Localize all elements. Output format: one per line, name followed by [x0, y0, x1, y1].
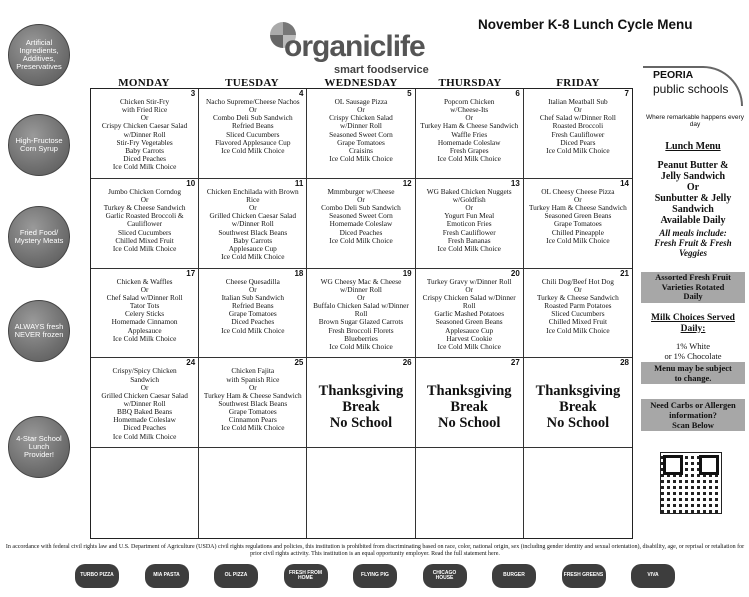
menu-item: Roasted Broccoli — [552, 121, 604, 131]
menu-item: Grilled Chicken Caesar Salad — [101, 390, 188, 400]
menu-item: Refried Beans — [232, 121, 274, 131]
menu-item: Combo Deli Sub Sandwich — [321, 203, 401, 213]
milk-options — [641, 342, 745, 361]
footer-brand-logos — [75, 560, 675, 592]
brand-logo: VIVA — [631, 564, 675, 588]
menu-item: Or — [357, 194, 365, 204]
menu-item: Mmmburger w/Cheese — [327, 186, 395, 196]
day-number: 14 — [620, 178, 629, 188]
sidebar-line: or 1% Chocolate — [664, 350, 722, 361]
civil-rights-disclaimer: In accordance with federal civil rights law and U.S. Department of Agriculture (USDA) civil rights regulations and policies, this institution is prohibited from discriminating based on race, color, national origin, sex (including gender identity and sexual orientation), disability, age, or reprisal or retaliation for prior civil rights activity. This institution is an equal opportunity employer. Read the full statement here. — [5, 544, 745, 557]
menu-item: Celery Sticks — [125, 309, 165, 319]
badge-four-star: 4-Star School Lunch Provider! — [8, 416, 70, 478]
menu-items — [309, 188, 412, 245]
menu-item: Roll — [462, 301, 476, 311]
menu-item: Ice Cold Milk Choice — [437, 154, 501, 164]
menu-items — [526, 98, 630, 155]
holiday-label — [418, 367, 521, 431]
menu-day-cell — [199, 448, 307, 538]
brand-logo: FLYING PIG — [353, 564, 397, 588]
menu-item: Or — [574, 284, 582, 294]
menu-item: Ice Cold Milk Choice — [437, 243, 501, 253]
menu-item: Brown Sugar Glazed Carrots — [318, 317, 404, 327]
holiday-line: Thanksgiving — [318, 383, 404, 400]
menu-item: Grilled Chicken Caesar Salad — [209, 211, 297, 221]
menu-day-cell — [307, 269, 415, 359]
menu-item: Diced Peaches — [231, 317, 275, 327]
menu-item: Turkey & Cheese Sandwich — [103, 203, 186, 213]
menu-item: Harvest Cookie — [446, 333, 492, 343]
sidebar-line: Fresh Fruit & Fresh — [654, 238, 732, 248]
menu-item: Cauliflower — [127, 219, 163, 229]
menu-item: Sliced Cucumbers — [551, 309, 605, 319]
menu-item: Or — [248, 284, 257, 294]
day-number: 24 — [186, 358, 196, 368]
menu-item: w/Cheese-Its — [450, 105, 489, 115]
milk-choices-heading — [641, 313, 745, 334]
holiday-line: No School — [329, 415, 393, 432]
menu-item: Waffle Fries — [451, 129, 488, 139]
sidebar-line: information? — [669, 410, 717, 420]
menu-item: Chef Salad w/Dinner Roll — [106, 292, 183, 302]
menu-item: Jumbo Chicken Corndog — [108, 186, 182, 196]
sidebar-line: Veggies — [679, 248, 707, 258]
day-header-thursday: THURSDAY — [438, 77, 502, 89]
menu-items — [418, 188, 521, 253]
menu-change-notice — [641, 362, 745, 384]
menu-item: w/Goldfish — [452, 194, 486, 204]
menu-day-cell — [199, 89, 307, 179]
menu-items — [201, 188, 304, 261]
sidebar-line: Assorted Fresh Fruit — [655, 272, 731, 282]
menu-item: Or — [248, 105, 257, 115]
menu-item: Or — [465, 284, 474, 294]
menu-item: with Fried Rice — [121, 105, 168, 115]
brand-logo: CHICAGO HOUSE — [423, 564, 467, 588]
day-number: 17 — [186, 268, 196, 278]
day-number: 5 — [407, 89, 412, 98]
menu-items — [201, 98, 304, 155]
menu-item: w/Dinner Roll — [340, 284, 382, 294]
menu-items — [309, 98, 412, 163]
menu-item: Homemade Coleslaw — [437, 137, 501, 147]
holiday-cell — [416, 358, 524, 448]
day-header-friday: FRIDAY — [556, 77, 600, 89]
day-number: 10 — [186, 178, 196, 188]
menu-item: Ice Cold Milk Choice — [329, 341, 393, 351]
menu-item: Popcorn Chicken — [443, 97, 495, 106]
menu-item: Cheese Quesadilla — [225, 276, 280, 286]
badge-no-artificial: Artificial Ingredients, Additives, Preservatives — [8, 24, 70, 86]
menu-day-cell — [524, 179, 632, 269]
menu-item: Or — [248, 382, 257, 392]
menu-items — [93, 98, 196, 171]
menu-items — [201, 367, 304, 432]
menu-item: Homemade Coleslaw — [329, 219, 393, 229]
menu-items — [418, 98, 521, 163]
holiday-line: Break — [342, 399, 380, 416]
assorted-fruit-banner — [641, 272, 745, 303]
menu-item: WG Baked Chicken Nuggets — [426, 186, 512, 196]
menu-item: Turkey & Cheese Sandwich — [536, 292, 619, 302]
badge-no-corn-syrup: High-Fructose Corn Syrup — [8, 114, 70, 176]
holiday-cell — [307, 358, 415, 448]
brand-logo: FRESH GREENS — [562, 564, 606, 588]
menu-item: Seasoned Sweet Corn — [329, 129, 393, 139]
menu-item: Sliced Cucumbers — [226, 129, 280, 139]
menu-day-cell — [307, 448, 415, 538]
menu-item: Chilled Pineapple — [551, 227, 604, 237]
menu-item: Or — [574, 105, 582, 115]
menu-item: Grape Tomatoes — [553, 219, 602, 229]
menu-item: Chilled Mixed Fruit — [115, 235, 174, 245]
menu-item: w/Dinner Roll — [123, 399, 166, 409]
brand-logo: MIA PASTA — [145, 564, 189, 588]
menu-day-cell — [91, 358, 199, 448]
menu-item: Chicken & Waffles — [116, 276, 173, 286]
sidebar-line: Varieties Rotated — [661, 281, 725, 292]
holiday-cell — [524, 358, 632, 448]
menu-item: Rice — [246, 194, 260, 204]
menu-items — [526, 188, 630, 245]
menu-item: w/Dinner Roll — [123, 129, 166, 139]
menu-item: Southwest Black Beans — [218, 399, 288, 409]
menu-item: Fresh Bananas — [447, 235, 491, 245]
badge-no-fried-food: Fried Food/ Mystery Meats — [8, 206, 70, 268]
menu-item: Combo Deli Sub Sandwich — [212, 113, 293, 123]
menu-item: Southwest Black Beans — [218, 227, 288, 237]
menu-item: Seasoned Green Beans — [544, 211, 612, 221]
menu-item: w/Dinner Roll — [231, 219, 274, 229]
menu-item: WG Cheesy Mac & Cheese — [320, 276, 402, 286]
menu-item: Chef Salad w/Dinner Roll — [539, 113, 616, 123]
menu-item: Ice Cold Milk Choice — [112, 243, 177, 253]
logo-subtitle: smart foodservice — [334, 64, 429, 76]
menu-item: Ice Cold Milk Choice — [546, 145, 610, 155]
menu-item: Refried Beans — [232, 301, 274, 311]
sidebar-line: Daily: — [680, 323, 706, 334]
day-number: 3 — [190, 89, 196, 98]
holiday-line: No School — [546, 415, 610, 432]
sidebar-line: Sandwich — [672, 204, 714, 215]
menu-item: Chilled Mixed Fruit — [548, 317, 608, 327]
menu-item: Or — [465, 203, 474, 213]
menu-item: Diced Peaches — [123, 154, 166, 164]
menu-item: Buffalo Chicken Salad w/Dinner — [313, 301, 409, 311]
menu-item: Blueberries — [344, 333, 378, 343]
holiday-label — [309, 367, 412, 431]
menu-item: Grape Tomatoes — [228, 309, 277, 319]
district-name: PEORIA — [653, 69, 694, 81]
day-number: 27 — [510, 358, 520, 368]
menu-day-cell — [307, 179, 415, 269]
menu-day-cell — [416, 448, 524, 538]
menu-item: w/Dinner Roll — [340, 121, 382, 131]
menu-item: Grape Tomatoes — [228, 407, 277, 417]
menu-item: Fresh Broccoli Florets — [328, 325, 394, 335]
menu-item: Sliced Cucumbers — [117, 227, 172, 237]
day-number: 21 — [620, 268, 629, 278]
menu-day-cell — [91, 448, 199, 538]
holiday-line: Break — [559, 399, 597, 416]
holiday-label — [526, 367, 630, 431]
menu-item: Turkey Ham & Cheese Sandwich — [420, 121, 519, 131]
menu-item: Craisins — [349, 145, 373, 155]
organiclife-logo — [270, 20, 470, 78]
menu-item: Or — [357, 105, 365, 115]
day-number: 20 — [510, 268, 520, 278]
menu-item: Garlic Roasted Broccoli & — [105, 211, 184, 221]
menu-item: OL Sausage Pizza — [334, 97, 388, 106]
menu-item: Italian Sub Sandwich — [221, 292, 284, 302]
day-header-wednesday: WEDNESDAY — [324, 77, 398, 89]
day-number: 4 — [298, 89, 304, 98]
menu-item: Fresh Grapes — [449, 145, 489, 155]
menu-item: Applesauce — [127, 325, 162, 335]
menu-item: Italian Meatball Sub — [548, 97, 608, 106]
menu-item: BBQ Baked Beans — [117, 407, 173, 417]
menu-item: Or — [465, 113, 474, 123]
district-tagline: Where remarkable happens every day — [646, 114, 744, 128]
sidebar-line: 1% White — [675, 341, 711, 351]
day-header-monday: MONDAY — [118, 77, 170, 89]
menu-item: Ice Cold Milk Choice — [221, 325, 285, 335]
day-number: 6 — [515, 89, 520, 98]
menu-item: Diced Pears — [560, 137, 596, 147]
menu-item: Grape Tomatoes — [337, 137, 385, 147]
menu-item: Turkey Gravy w/Dinner Roll — [426, 276, 512, 286]
menu-item: Baby Carrots — [233, 235, 273, 245]
menu-item: Homemade Coleslaw — [113, 415, 176, 425]
menu-item: Seasoned Green Beans — [435, 317, 503, 327]
menu-item: Chicken Stir-Fry — [120, 97, 170, 106]
menu-item: Or — [574, 194, 582, 204]
sidebar-line: Peanut Butter & — [657, 160, 729, 171]
menu-item: Sandwich — [130, 374, 159, 384]
menu-item: Tator Tots — [129, 301, 160, 311]
day-header-tuesday: TUESDAY — [225, 77, 279, 89]
holiday-line: No School — [437, 415, 501, 432]
menu-day-cell — [524, 89, 632, 179]
sidebar-line: to change. — [674, 373, 712, 383]
sidebar-line: Sunbutter & Jelly — [654, 193, 732, 204]
menu-item: Turkey Ham & Cheese Sandwich — [528, 203, 627, 213]
menu-item: Applesauce Cup — [228, 243, 277, 253]
menu-day-cell — [199, 358, 307, 448]
carbs-allergen-notice — [641, 399, 745, 431]
peoria-logo — [641, 66, 745, 126]
menu-item: Cinnamon Pears — [228, 415, 277, 425]
menu-items — [418, 278, 521, 351]
menu-item: Ice Cold Milk Choice — [112, 431, 177, 441]
menu-item: Fresh Cauliflower — [442, 227, 496, 237]
menu-item: Diced Peaches — [123, 423, 166, 433]
sidebar-line: All meals include: — [659, 228, 727, 238]
menu-item: Ice Cold Milk Choice — [221, 145, 285, 155]
day-number: 7 — [624, 89, 629, 98]
menu-item: Ice Cold Milk Choice — [112, 162, 177, 172]
menu-item: Ice Cold Milk Choice — [112, 333, 177, 343]
page-title: November K-8 Lunch Cycle Menu — [478, 17, 693, 32]
menu-day-cell — [91, 179, 199, 269]
menu-item: Or — [140, 113, 149, 123]
sidebar-line: Daily — [683, 291, 703, 301]
menu-day-cell — [91, 269, 199, 359]
menu-items — [201, 278, 304, 335]
menu-item: Seasoned Sweet Corn — [329, 211, 393, 221]
menu-item: Chili Dog/Beef Hot Dog — [541, 276, 614, 286]
menu-item: Or — [140, 382, 149, 392]
menu-items — [93, 278, 196, 343]
menu-item: Garlic Mashed Potatoes — [434, 309, 505, 319]
sidebar-line: Menu may be subject — [654, 363, 732, 373]
menu-day-cell — [416, 269, 524, 359]
day-number: 26 — [402, 358, 412, 368]
holiday-line: Break — [450, 399, 488, 416]
menu-item: Homemade Cinnamon — [111, 317, 178, 327]
menu-item: Emoticon Fries — [446, 219, 492, 229]
menu-item: Chicken Fajita — [231, 366, 275, 376]
day-number: 11 — [294, 178, 304, 188]
brand-logo: BURGER — [492, 564, 536, 588]
menu-item: Ice Cold Milk Choice — [329, 154, 393, 164]
qr-code[interactable] — [660, 452, 722, 514]
menu-item: Applesauce Cup — [445, 325, 494, 335]
menu-item: Ice Cold Milk Choice — [221, 423, 285, 433]
badge-fresh-not-frozen: ALWAYS fresh NEVER frozen — [8, 300, 70, 362]
menu-day-cell — [91, 89, 199, 179]
menu-item: Ice Cold Milk Choice — [546, 235, 610, 245]
menu-day-cell — [307, 89, 415, 179]
menu-item: Baby Carrots — [125, 145, 164, 155]
menu-item: Nacho Supreme/Cheese Nachos — [205, 97, 300, 106]
sidebar-line: Scan Below — [672, 420, 714, 430]
menu-item: Or — [140, 284, 149, 294]
menu-day-cell — [199, 269, 307, 359]
day-number: 25 — [294, 358, 304, 368]
brand-logo: TURBO PIZZA — [75, 564, 119, 588]
sidebar-line: Or — [686, 182, 700, 193]
menu-item: Roll — [354, 309, 368, 319]
menu-day-cell — [524, 269, 632, 359]
menu-item: Crispy/Spicy Chicken — [112, 366, 177, 376]
menu-item: Fresh Cauliflower — [551, 129, 605, 139]
day-number: 12 — [402, 178, 412, 188]
menu-item: Ice Cold Milk Choice — [437, 341, 501, 351]
sidebar-line: Available Daily — [660, 215, 726, 226]
menu-day-cell — [416, 89, 524, 179]
sidebar-line: Need Carbs or Allergen — [650, 400, 736, 410]
menu-item: Crispy Chicken Caesar Salad — [101, 121, 188, 131]
menu-item: Yogurt Fun Meal — [444, 211, 495, 221]
menu-items — [93, 367, 196, 440]
menu-item: Chicken Enchilada with Brown — [206, 186, 299, 196]
logo-wordmark: organiclife — [284, 30, 425, 63]
menu-item: OL Cheesy Cheese Pizza — [541, 186, 615, 196]
brand-logo: FRESH FROM HOME — [284, 564, 328, 588]
menu-item: Or — [248, 203, 257, 213]
menu-item: with Spanish Rice — [226, 374, 280, 384]
menu-items — [309, 278, 412, 351]
day-number: 19 — [402, 268, 412, 278]
district-sub: public schools — [653, 82, 729, 96]
menu-item: Ice Cold Milk Choice — [546, 325, 610, 335]
menu-calendar-grid — [90, 88, 633, 539]
menu-day-cell — [416, 179, 524, 269]
day-number: 13 — [510, 178, 520, 188]
day-number: 28 — [620, 358, 629, 368]
menu-item: Stir-Fry Vegetables — [116, 137, 173, 147]
menu-item: Flavored Applesauce Cup — [215, 137, 291, 147]
sidebar-line: Jelly Sandwich — [660, 171, 726, 182]
lunch-menu-heading: Lunch Menu — [665, 141, 721, 152]
menu-item: Diced Peaches — [339, 227, 383, 237]
menu-item: Ice Cold Milk Choice — [221, 252, 285, 262]
daily-sandwich-info — [641, 160, 745, 226]
brand-logo: OL PIZZA — [214, 564, 258, 588]
holiday-line: Thanksgiving — [535, 383, 621, 400]
menu-day-cell — [524, 448, 632, 538]
menu-item: Crispy Chicken Salad w/Dinner — [422, 292, 516, 302]
sidebar-line: Milk Choices Served — [651, 313, 735, 323]
menu-item: Roasted Parm Potatoes — [544, 301, 612, 311]
menu-item: Crispy Chicken Salad — [329, 113, 393, 123]
day-number: 18 — [294, 268, 304, 278]
menu-items — [526, 278, 630, 335]
menu-day-cell — [199, 179, 307, 269]
menu-item: Ice Cold Milk Choice — [329, 235, 393, 245]
meals-include-info — [641, 228, 745, 258]
menu-items — [93, 188, 196, 253]
menu-item: Or — [140, 194, 149, 204]
menu-item: Or — [357, 292, 365, 302]
holiday-line: Thanksgiving — [426, 383, 512, 400]
menu-item: Turkey Ham & Cheese Sandwich — [203, 390, 302, 400]
